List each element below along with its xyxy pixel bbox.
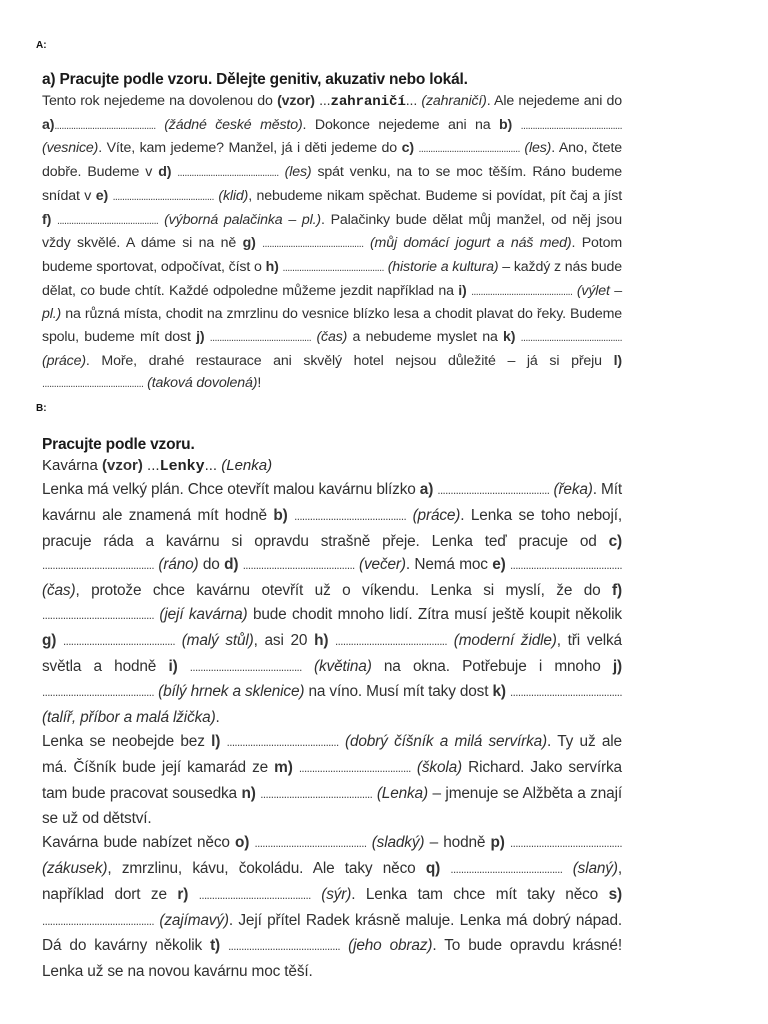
item-marker: f): [612, 582, 622, 600]
hint-word: (zahraničí): [421, 93, 487, 109]
text-run: [175, 632, 182, 649]
text-run: . Ale nejedeme ani do: [486, 93, 622, 109]
answer-blank: ...........................................: [437, 485, 550, 497]
text-run: Lenka se neobejde bez: [42, 732, 212, 750]
text-run: ...: [142, 457, 160, 474]
answer-blank: ...........................................: [228, 941, 341, 954]
item-marker: h): [314, 631, 329, 649]
text-run: [311, 886, 322, 903]
text-run: Lenka má velký plán. Chce otevřít malou kavárnu blízko: [42, 481, 420, 498]
text-run: – hodně: [424, 834, 491, 852]
hint-word: (sýr): [321, 885, 352, 903]
item-marker: d): [158, 164, 172, 181]
answer-blank: ...........................................: [509, 560, 622, 573]
exercise-a-text: [42, 90, 622, 396]
text-run: . Lenka tam chce mít taky něco: [351, 885, 609, 903]
item-marker: k): [503, 329, 516, 346]
answer-blank: ...........................................: [298, 762, 411, 775]
hint-word: (práce): [412, 506, 461, 524]
answer-blank: ...........................................: [510, 687, 622, 700]
item-marker: i): [168, 657, 178, 675]
item-marker: k): [492, 683, 506, 701]
text-run: – každý z nás bude dělat, co bude chtít. Každé odpoledne můžeme jezdit například na: [42, 258, 623, 299]
answer-blank: ...........................................: [260, 788, 373, 801]
item-marker: d): [224, 556, 239, 574]
answer-blank: ...........................................: [177, 167, 279, 180]
answer-blank: ...........................................: [54, 119, 156, 132]
item-marker: b): [499, 116, 513, 133]
answer-blank: ...........................................: [62, 635, 175, 648]
text-run: Richard. Jako servírka tam bude pracovat sousedka: [42, 758, 622, 802]
hint-word: (škola): [416, 758, 463, 776]
hint-word: (práce): [42, 352, 86, 369]
text-run: [440, 860, 450, 877]
text-run: , například dort ze: [42, 859, 622, 903]
hint-word: (malý stůl): [181, 631, 254, 649]
answer-blank: ...........................................: [254, 838, 367, 851]
text-run: . Potom budeme sportovat, odpočívat, číst o: [42, 235, 622, 275]
item-marker: j): [196, 329, 205, 346]
text-run: [220, 937, 228, 954]
hint-word: (vesnice): [42, 140, 99, 157]
text-run: – jmenuje se Alžběta a znají se už od dětství.: [42, 784, 622, 828]
hint-word: (můj domácí jogurt a náš med): [369, 235, 572, 252]
text-run: [178, 658, 190, 675]
answer-blank: ...........................................: [520, 119, 622, 132]
hint-word: (čas): [42, 582, 76, 600]
answer-blank: ...........................................: [335, 635, 448, 648]
answer-blank: ...........................................: [112, 190, 214, 203]
text-run: .: [215, 709, 220, 727]
exercise-b-text: [42, 478, 622, 984]
answer-blank: ...........................................: [418, 143, 520, 156]
hint-word: (moderní židle): [453, 631, 557, 649]
item-marker: p): [490, 834, 505, 852]
answer-blank: ...........................................: [510, 838, 622, 851]
hint-word: (slaný): [572, 859, 618, 877]
text-run: [56, 632, 63, 649]
exercise-a: [42, 70, 622, 396]
item-marker: b): [273, 506, 288, 524]
item-marker: j): [612, 657, 622, 675]
item-marker: l): [613, 352, 622, 369]
answer-blank: ...........................................: [226, 736, 339, 749]
text-run: [512, 117, 521, 133]
hint-word: (výlet – pl.): [42, 282, 622, 323]
hint-word: (les): [284, 164, 312, 181]
item-marker: e): [492, 556, 506, 574]
hint-word: (sladký): [371, 834, 425, 852]
answer-blank: ...........................................: [56, 214, 159, 227]
item-marker: e): [95, 187, 109, 204]
text-run: ...: [405, 93, 422, 109]
item-marker: g): [242, 235, 256, 252]
item-marker: o): [235, 834, 250, 852]
item-marker: (vzor): [277, 93, 315, 109]
item-marker: a): [42, 116, 55, 133]
hint-word: (výborná palačinka – pl.): [164, 211, 321, 228]
hint-word: (dobrý číšník a milá servírka): [344, 732, 548, 750]
item-marker: n): [241, 784, 256, 802]
item-marker: h): [265, 258, 279, 275]
hint-word: (květina): [314, 657, 372, 675]
hint-word: (jeho obraz): [348, 937, 433, 955]
text-run: . Moře, drahé restaurace ani skvělý hotel nejsou důležité – já si přeju: [85, 352, 614, 369]
text-run: . Palačinky bude dělat můj manžel, od něj jsou vždy skvělé. A dáme si na ně: [42, 211, 622, 252]
hint-word: (řeka): [553, 481, 593, 498]
hint-word: (její kavárna): [159, 605, 248, 623]
text-run: . Lenka se toho nebojí, pracuje ráda a kavárnu si opravdu strašně přeje. Lenka teď pracuje od: [42, 506, 622, 550]
hint-word: (čas): [316, 329, 348, 346]
answer-blank: ...........................................: [42, 915, 154, 928]
hint-word: (zákusek): [42, 859, 108, 877]
answer-blank: ...........................................: [42, 560, 154, 573]
text-run: , protože chce kavárnu otevřít už o víkendu. Lenka si myslí, že do: [75, 582, 613, 600]
text-run: ...: [314, 93, 331, 109]
text-run: . To bude opravdu krásné! Lenka už se na novou kavárnu moc těší.: [42, 937, 622, 981]
exercise-a-title: a) Pracujte podle vzoru. Dělejte genitiv, akuzativ nebo lokál.: [42, 71, 468, 88]
exercise-paragraph: [42, 730, 622, 831]
answer-blank: ...........................................: [42, 687, 154, 700]
text-run: , tři velká světla a hodně: [42, 631, 622, 675]
text-run: na víno. Musí mít taky dost: [304, 683, 493, 701]
hint-word: (taková dovolená): [147, 375, 258, 392]
text-run: spát venku, na to se moc těším. Ráno budeme snídat v: [42, 164, 622, 204]
hint-word: (zajímavý): [159, 911, 229, 929]
answer-blank: ...........................................: [42, 378, 144, 391]
text-run: Kavárna: [42, 457, 103, 474]
text-run: . Nemá moc: [405, 556, 493, 574]
exercise-paragraph: [42, 478, 622, 730]
answer-blank: ...........................................: [450, 863, 563, 876]
answer-blank: ...........................................: [262, 238, 364, 251]
hint-word: (talíř, příbor a malá lžička): [42, 709, 216, 727]
item-marker: f): [42, 211, 52, 228]
item-marker: (vzor): [102, 457, 143, 474]
section-a-label: A:: [36, 40, 47, 51]
text-run: bude chodit mnoho lidí. Zítra musí ještě koupit několik: [247, 605, 622, 623]
exercise-paragraph: [42, 831, 622, 984]
text-run: na různá místa, chodit na zmrzlinu do vesnice blízko lesa a chodit plavat do řeky. Budeme spolu, budeme mít dost: [42, 306, 622, 346]
answer-blank: ...........................................: [189, 661, 302, 674]
text-run: , nebudeme nikam spěchat. Budeme si povídat, pít čaj a jíst: [248, 187, 622, 204]
text-run: Kavárna bude nabízet něco: [42, 834, 236, 852]
item-marker: a): [419, 481, 434, 498]
text-run: do: [198, 556, 225, 574]
exercise-b-example: [42, 455, 622, 478]
text-run: [447, 632, 454, 649]
text-run: . Mít kavárnu ale znamená mít hodně: [42, 481, 622, 524]
hint-word: (ráno): [158, 556, 199, 574]
hint-word: (klid): [218, 187, 249, 204]
exercise-b: [42, 435, 622, 984]
item-marker: g): [42, 631, 57, 649]
text-run: a nebudeme myslet na: [347, 329, 504, 346]
item-marker: s): [608, 885, 622, 903]
item-marker: c): [608, 532, 622, 550]
text-run: Tento rok nejedeme na dovolenou do: [42, 93, 278, 109]
answer-blank: ...........................................: [520, 332, 622, 345]
section-b-label: B:: [36, 403, 47, 414]
hint-word: (les): [524, 140, 552, 157]
hint-word: (historie a kultura): [387, 258, 499, 275]
answer-blank: ...........................................: [294, 510, 407, 523]
text-run: [562, 860, 572, 877]
hint-word: (Lenka): [376, 784, 428, 802]
item-marker: q): [425, 859, 441, 877]
answer-blank: ...........................................: [242, 560, 355, 573]
answer-blank: ...........................................: [471, 285, 573, 298]
text-run: ...: [204, 457, 222, 474]
text-run: na okna. Potřebuje i mnoho: [371, 657, 613, 675]
item-marker: r): [177, 885, 189, 903]
hint-word: (žádné české město): [164, 116, 303, 133]
text-run: [156, 117, 165, 133]
text-run: , zmrzlinu, kávu, čokoládu. Ale taky něco: [107, 859, 426, 877]
text-run: [188, 886, 199, 903]
item-marker: m): [274, 758, 293, 776]
exercise-b-title: Pracujte podle vzoru.: [42, 436, 195, 453]
text-run: . Její přítel Radek krásně maluje. Lenka má dobrý nápad. Dá do kavárny několik: [42, 911, 622, 955]
hint-word: (Lenka): [221, 457, 273, 474]
example-answer: Lenky: [159, 458, 205, 475]
text-run: . Dokonce nejedeme ani na: [302, 116, 500, 133]
answer-blank: ...........................................: [209, 332, 312, 345]
text-run: . Víte, kam jedeme? Manžel, já i děti jedeme do: [98, 140, 402, 157]
example-answer: zahraničí: [330, 94, 406, 110]
answer-blank: ...........................................: [42, 609, 154, 622]
text-run: !: [257, 375, 262, 392]
text-run: , asi 20: [253, 631, 315, 649]
item-marker: c): [401, 140, 414, 157]
answer-blank: ...........................................: [282, 261, 384, 274]
item-marker: i): [458, 282, 467, 299]
item-marker: l): [211, 732, 221, 750]
hint-word: (večer): [359, 556, 406, 574]
item-marker: t): [210, 937, 221, 955]
answer-blank: ...........................................: [198, 889, 311, 902]
text-run: [302, 658, 314, 675]
text-run: . Ano, čtete dobře. Budeme v: [42, 140, 623, 181]
hint-word: (bílý hrnek a sklenice): [158, 683, 305, 701]
text-run: . Ty už ale má. Číšník bude její kamarád ze: [42, 732, 622, 776]
text-run: [340, 937, 348, 954]
